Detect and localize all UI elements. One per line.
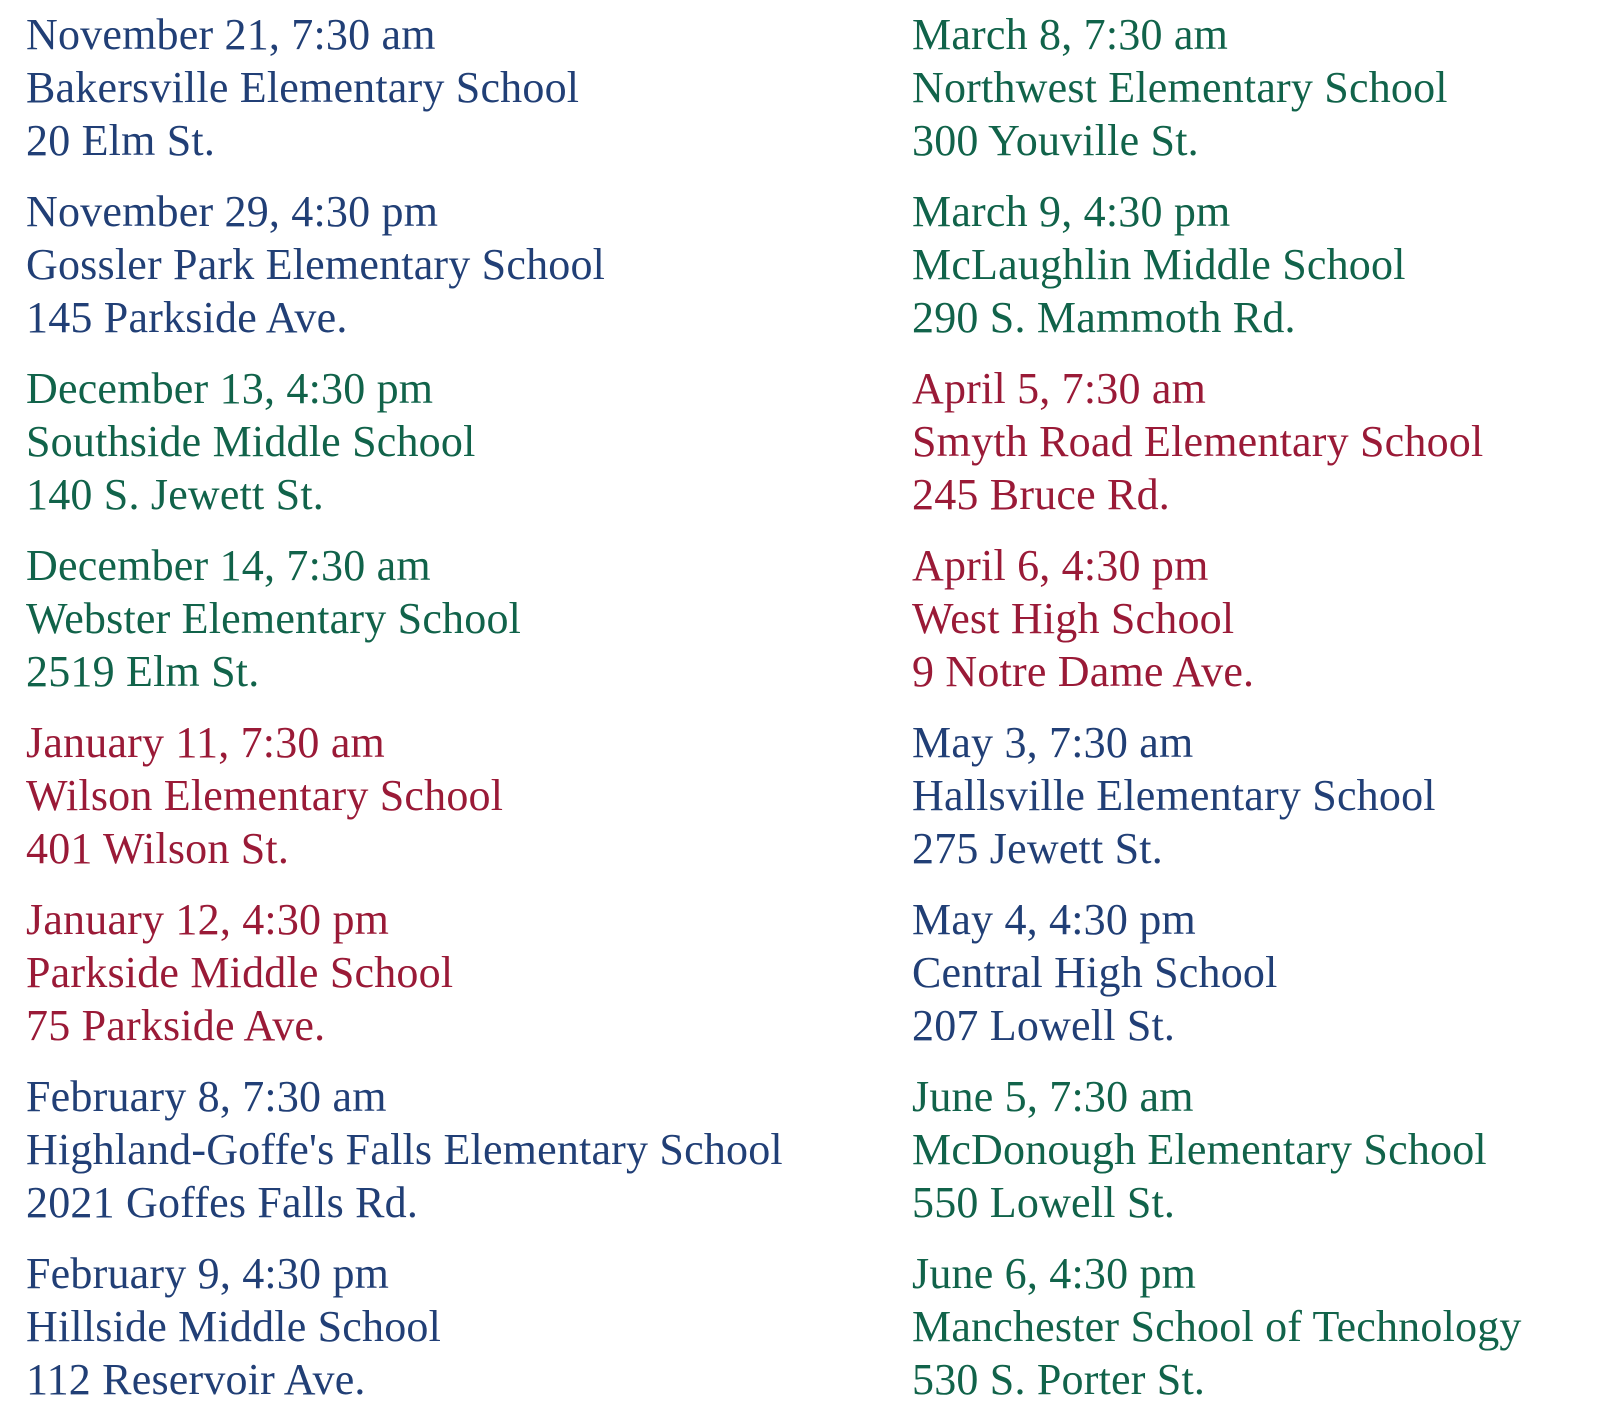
event-address: 530 S. Porter St. bbox=[912, 1355, 1206, 1404]
schedule-entry bbox=[26, 716, 886, 893]
schedule-entry bbox=[26, 8, 886, 185]
event-address: 145 Parkside Ave. bbox=[26, 293, 348, 342]
event-school: Manchester School of Technology bbox=[912, 1302, 1522, 1351]
schedule-entry bbox=[26, 539, 886, 716]
event-school: Smyth Road Elementary School bbox=[912, 417, 1484, 466]
schedule-entry bbox=[912, 8, 1592, 185]
schedule-entry bbox=[26, 1070, 886, 1247]
event-address: 20 Elm St. bbox=[26, 116, 216, 165]
event-school: Bakersville Elementary School bbox=[26, 63, 580, 112]
event-address: 2021 Goffes Falls Rd. bbox=[26, 1178, 419, 1227]
event-school: Central High School bbox=[912, 948, 1278, 997]
event-date: April 5, 7:30 am bbox=[912, 364, 1207, 413]
event-date: April 6, 4:30 pm bbox=[912, 541, 1209, 590]
event-date: March 8, 7:30 am bbox=[912, 10, 1229, 59]
schedule-entry bbox=[26, 1247, 886, 1424]
event-date: May 3, 7:30 am bbox=[912, 718, 1194, 767]
event-address: 275 Jewett St. bbox=[912, 824, 1163, 873]
event-date: February 8, 7:30 am bbox=[26, 1072, 387, 1121]
schedule-entry bbox=[912, 185, 1592, 362]
event-date: June 5, 7:30 am bbox=[912, 1072, 1194, 1121]
event-date: January 12, 4:30 pm bbox=[26, 895, 390, 944]
event-school: Gossler Park Elementary School bbox=[26, 240, 606, 289]
schedule-entry bbox=[912, 539, 1592, 716]
event-address: 112 Reservoir Ave. bbox=[26, 1355, 366, 1404]
schedule-entry bbox=[912, 716, 1592, 893]
event-school: Southside Middle School bbox=[26, 417, 476, 466]
event-address: 140 S. Jewett St. bbox=[26, 470, 324, 519]
event-date: May 4, 4:30 pm bbox=[912, 895, 1196, 944]
schedule-right-column bbox=[912, 8, 1592, 1424]
event-address: 290 S. Mammoth Rd. bbox=[912, 293, 1296, 342]
event-school: Webster Elementary School bbox=[26, 594, 522, 643]
event-school: Hallsville Elementary School bbox=[912, 771, 1436, 820]
schedule-entry bbox=[912, 1070, 1592, 1247]
event-address: 245 Bruce Rd. bbox=[912, 470, 1171, 519]
event-address: 75 Parkside Ave. bbox=[26, 1001, 326, 1050]
event-date: June 6, 4:30 pm bbox=[912, 1249, 1197, 1298]
event-address: 550 Lowell St. bbox=[912, 1178, 1176, 1227]
event-date: February 9, 4:30 pm bbox=[26, 1249, 390, 1298]
event-school: Parkside Middle School bbox=[26, 948, 454, 997]
schedule-entry bbox=[26, 362, 886, 539]
event-school: West High School bbox=[912, 594, 1235, 643]
event-date: November 29, 4:30 pm bbox=[26, 187, 439, 236]
event-school: Highland-Goffe's Falls Elementary School bbox=[26, 1125, 783, 1174]
event-date: January 11, 7:30 am bbox=[26, 718, 385, 767]
event-school: Hillside Middle School bbox=[26, 1302, 442, 1351]
event-date: March 9, 4:30 pm bbox=[912, 187, 1231, 236]
event-address: 401 Wilson St. bbox=[26, 824, 290, 873]
schedule-entry bbox=[912, 893, 1592, 1070]
schedule-left-column bbox=[26, 8, 886, 1424]
schedule-entry bbox=[912, 362, 1592, 539]
event-school: Wilson Elementary School bbox=[26, 771, 504, 820]
event-date: November 21, 7:30 am bbox=[26, 10, 436, 59]
event-school: Northwest Elementary School bbox=[912, 63, 1448, 112]
schedule-entry bbox=[912, 1247, 1592, 1424]
event-school: McDonough Elementary School bbox=[912, 1125, 1487, 1174]
event-address: 2519 Elm St. bbox=[26, 647, 260, 696]
event-address: 300 Youville St. bbox=[912, 116, 1199, 165]
event-date: December 13, 4:30 pm bbox=[26, 364, 434, 413]
event-address: 207 Lowell St. bbox=[912, 1001, 1176, 1050]
schedule-entry bbox=[26, 185, 886, 362]
event-school: McLaughlin Middle School bbox=[912, 240, 1406, 289]
schedule-entry bbox=[26, 893, 886, 1070]
event-date: December 14, 7:30 am bbox=[26, 541, 431, 590]
event-address: 9 Notre Dame Ave. bbox=[912, 647, 1255, 696]
